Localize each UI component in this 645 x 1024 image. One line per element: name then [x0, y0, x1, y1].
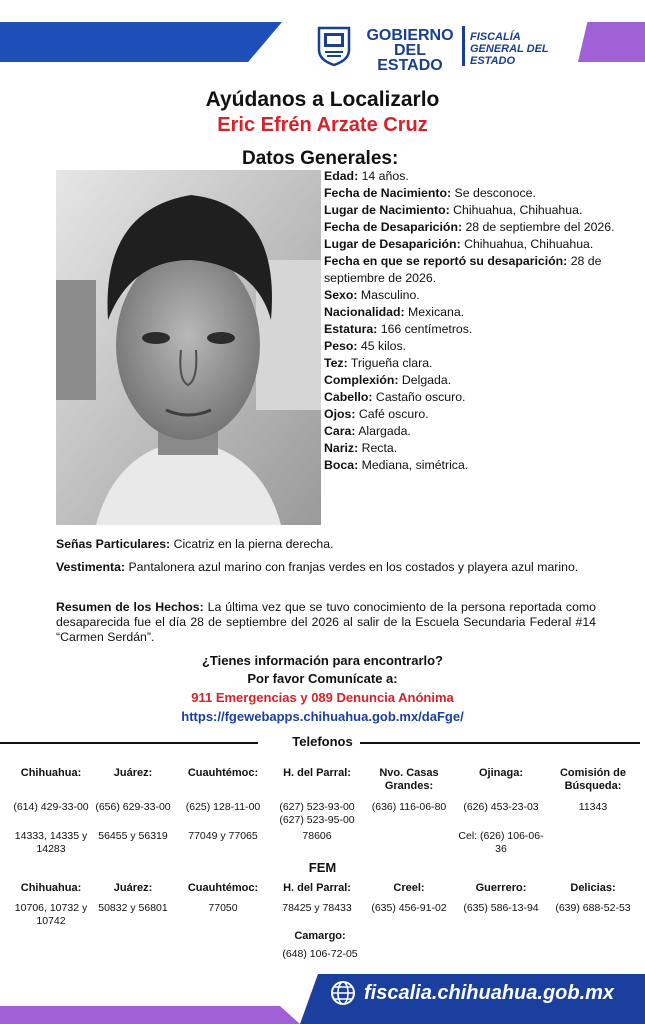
senas-particulares: Señas Particulares: Cicatriz en la pierna derecha.: [56, 537, 334, 551]
detail-value: Mediana, simétrica.: [358, 458, 469, 472]
fem-phone: (639) 688-52-53: [555, 902, 631, 914]
report-url-link[interactable]: https://fgewebapps.chihuahua.gob.mx/daFge/: [181, 709, 464, 724]
detail-value: Trigueña clara.: [347, 356, 433, 370]
contact-please: Por favor Comunícate a:: [247, 671, 398, 686]
detail-value: Masculino.: [357, 288, 420, 302]
detail-value: Mexicana.: [404, 305, 465, 319]
camargo-label: Camargo:: [294, 930, 346, 942]
detail-value: Alargada.: [355, 424, 411, 438]
details-list: [324, 168, 624, 474]
fem-city-label: Chihuahua:: [20, 882, 82, 894]
detail-row: [324, 185, 624, 202]
fem-phone: 77050: [208, 902, 238, 914]
fem-phone: 78425 y 78433: [282, 902, 352, 914]
detail-label: Tez:: [324, 356, 348, 370]
detail-label: Boca:: [324, 458, 359, 472]
telefonos-extension: Cel: (626) 106-06-36: [458, 830, 544, 855]
fem-city-label: H. del Parral:: [283, 882, 351, 894]
detail-label: Edad:: [324, 169, 359, 183]
detail-row: [324, 338, 624, 355]
detail-row: [324, 168, 624, 185]
detail-row: [324, 287, 624, 304]
detail-row: [324, 304, 624, 321]
detail-label: Nacionalidad:: [324, 305, 405, 319]
detail-row: [324, 321, 624, 338]
fem-phone: 50832 y 56801: [98, 902, 168, 914]
detail-label: Fecha de Nacimiento:: [324, 186, 452, 200]
footer-website[interactable]: fiscalia.chihuahua.gob.mx: [364, 982, 615, 1004]
fem-city-label: Guerrero:: [475, 882, 527, 894]
detail-row: [324, 440, 624, 457]
header-separator: [462, 26, 465, 66]
detail-label: Fecha de Desaparición:: [324, 220, 463, 234]
detail-row: [324, 202, 624, 219]
fiscalia-logo-text: FISCALÍA GENERAL DEL ESTADO: [470, 31, 549, 67]
telefonos-city-label: Nvo. Casas Grandes:: [379, 767, 439, 792]
telefonos-phone: 11343: [578, 801, 608, 813]
telefonos-phone: (627) 523-93-00 (627) 523-95-00: [279, 801, 355, 826]
detail-row: [324, 423, 624, 440]
fem-phone: 10706, 10732 y 10742: [14, 902, 88, 927]
telefonos-city-label: Chihuahua:: [20, 767, 82, 779]
vestimenta: Vestimenta: Pantalonera azul marino con franjas verdes en los costados y playera azul marino.: [56, 560, 579, 574]
telefonos-phone: (625) 128-11-00: [185, 801, 261, 813]
person-name: Eric Efrén Arzate Cruz: [217, 114, 428, 136]
header-purple-bar: [578, 22, 645, 62]
resumen-hechos: Resumen de los Hechos: La última vez que se tuvo conocimiento de la persona reportada como desaparecida fue el día 28 de septiembre del 2026 al salir de la Escuela Secundaria Federal #14 “Carmen Serdán”.: [56, 600, 596, 644]
telefonos-city-label: Ojinaga:: [478, 767, 523, 779]
detail-row: [324, 219, 624, 236]
header-blue-bar: [0, 22, 282, 62]
detail-label: Lugar de Nacimiento:: [324, 203, 450, 217]
fem-phone: (635) 586-13-94: [463, 902, 539, 914]
detail-row: [324, 372, 624, 389]
detail-label: Cara:: [324, 424, 356, 438]
telefonos-extension: 77049 y 77065: [188, 830, 258, 842]
detail-value: Castaño oscuro.: [372, 390, 466, 404]
detail-label: Lugar de Desaparición:: [324, 237, 461, 251]
person-photo: [56, 170, 321, 525]
fem-city-label: Delicias:: [570, 882, 616, 894]
globe-icon: [330, 980, 356, 1006]
detail-label: Fecha en que se reportó su desaparición:: [324, 254, 568, 268]
info-question: ¿Tienes información para encontrarlo?: [201, 653, 444, 668]
fem-city-label: Cuauhtémoc:: [187, 882, 259, 894]
fem-city-label: Creel:: [393, 882, 425, 894]
detail-value: Chihuahua, Chihuahua.: [460, 237, 594, 251]
fem-heading: FEM: [308, 860, 337, 875]
detail-row: [324, 389, 624, 406]
detail-label: Sexo:: [324, 288, 358, 302]
detail-value: Delgada.: [398, 373, 452, 387]
detail-value: 45 kilos.: [357, 339, 407, 353]
detail-value: Recta.: [358, 441, 398, 455]
detail-label: Ojos:: [324, 407, 356, 421]
detail-value: 28 de septiembre del 2026.: [462, 220, 615, 234]
telefonos-city-label: Cuauhtémoc:: [187, 767, 259, 779]
detail-label: Peso:: [324, 339, 358, 353]
detail-row: [324, 253, 624, 287]
telefonos-phone: (636) 116-06-80: [371, 801, 447, 813]
fem-city-label: Juárez:: [113, 882, 153, 894]
detail-value: 28 de septiembre de 2026.: [324, 254, 602, 285]
detail-row: [324, 355, 624, 372]
detail-value: Chihuahua, Chihuahua.: [449, 203, 583, 217]
telefonos-city-label: H. del Parral:: [283, 767, 351, 779]
detail-row: [324, 406, 624, 423]
telefonos-phone: (656) 629-33-00: [95, 801, 171, 813]
detail-value: 166 centímetros.: [377, 322, 473, 336]
detail-label: Nariz:: [324, 441, 359, 455]
telefonos-phone: (614) 429-33-00: [13, 801, 89, 813]
detail-row: [324, 457, 624, 474]
telefonos-city-label: Juárez:: [113, 767, 153, 779]
gobierno-logo-text: GOBIERNO DEL ESTADO: [366, 27, 454, 74]
fem-phone: (635) 456-91-02: [371, 902, 447, 914]
detail-row: [324, 236, 624, 253]
camargo-phone: (648) 106-72-05: [282, 948, 358, 960]
detail-value: 14 años.: [358, 169, 409, 183]
telefonos-heading: Telefonos: [292, 734, 353, 749]
datos-generales-heading: Datos Generales:: [242, 148, 399, 169]
telefonos-extension: 14333, 14335 y 14283: [14, 830, 88, 855]
state-seal-icon: [316, 24, 352, 66]
telefonos-city-label: Comisión de Búsqueda:: [559, 767, 626, 792]
detail-value: Café oscuro.: [355, 407, 429, 421]
telefonos-phone: (626) 453-23-03: [463, 801, 539, 813]
detail-label: Estatura:: [324, 322, 378, 336]
telefonos-extension: 78606: [302, 830, 332, 842]
emergency-numbers: 911 Emergencias y 089 Denuncia Anónima: [191, 690, 454, 705]
telefonos-extension: 56455 y 56319: [98, 830, 168, 842]
page-title: Ayúdanos a Localizarlo: [205, 88, 440, 111]
detail-label: Complexión:: [324, 373, 399, 387]
detail-label: Cabello:: [324, 390, 373, 404]
detail-value: Se desconoce.: [451, 186, 536, 200]
